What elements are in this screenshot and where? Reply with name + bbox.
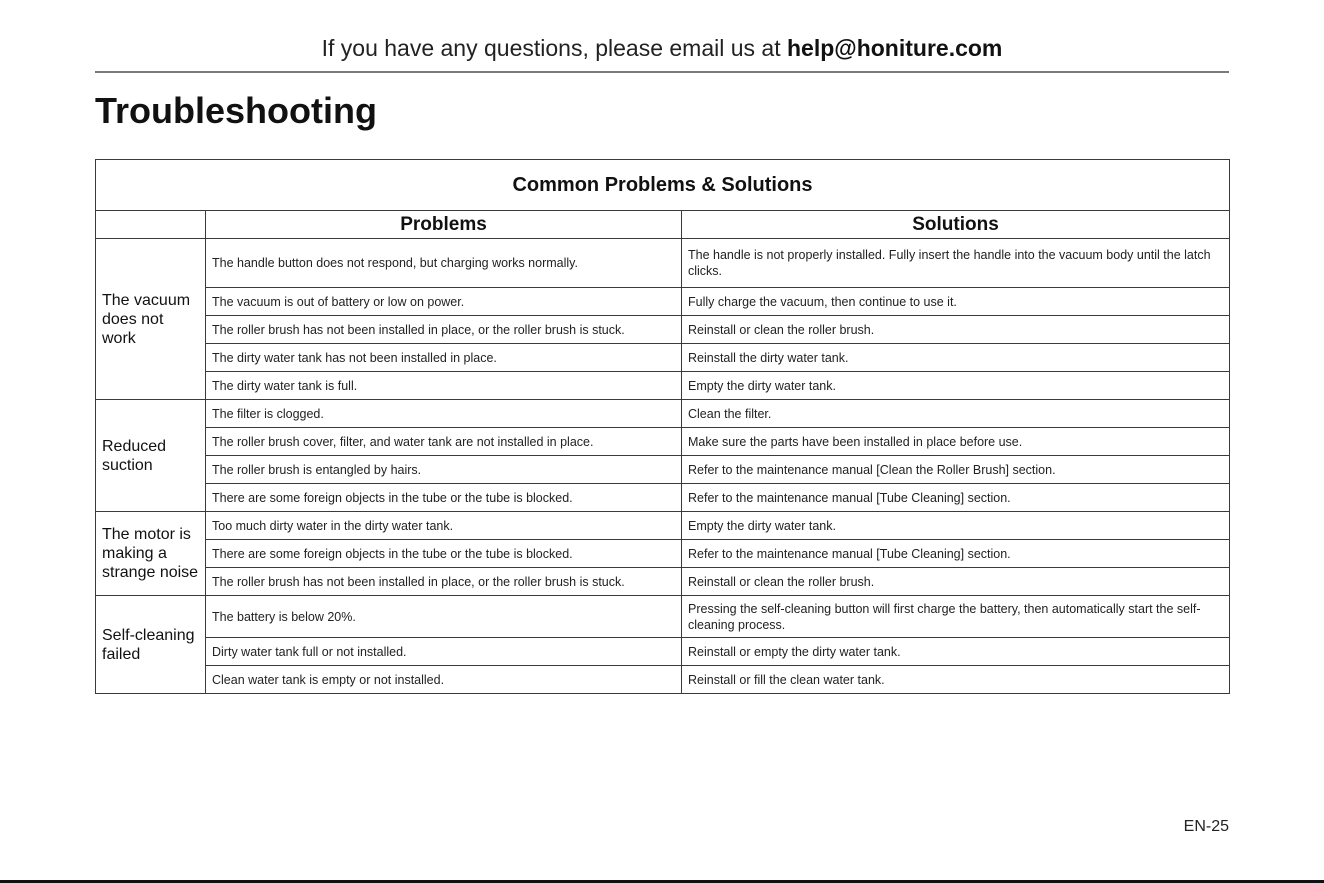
solution-cell: Pressing the self-cleaning button will first charge the battery, then automatically start the self-cleaning process.	[682, 596, 1230, 638]
table-row	[96, 316, 1230, 344]
problem-cell: The roller brush is entangled by hairs.	[206, 456, 682, 484]
solution-cell: Refer to the maintenance manual [Tube Cleaning] section.	[682, 484, 1230, 512]
problem-cell: There are some foreign objects in the tube or the tube is blocked.	[206, 484, 682, 512]
problem-cell: The battery is below 20%.	[206, 596, 682, 638]
table-row	[96, 400, 1230, 428]
solution-cell: Empty the dirty water tank.	[682, 512, 1230, 540]
header-blank-cell	[96, 211, 206, 239]
page-number: EN-25	[1183, 818, 1229, 835]
solution-cell: Reinstall the dirty water tank.	[682, 344, 1230, 372]
table-row	[96, 239, 1230, 288]
table-row	[96, 372, 1230, 400]
contact-email: help@honiture.com	[787, 35, 1003, 61]
table-row	[96, 428, 1230, 456]
solution-cell: Refer to the maintenance manual [Tube Cleaning] section.	[682, 540, 1230, 568]
contact-text: If you have any questions, please email us at	[321, 35, 787, 61]
troubleshooting-table	[95, 159, 1230, 694]
table-row	[96, 638, 1230, 666]
problem-cell: The handle button does not respond, but charging works normally.	[206, 239, 682, 288]
category-cell: The vacuum does not work	[96, 239, 206, 400]
solution-cell: Refer to the maintenance manual [Clean the Roller Brush] section.	[682, 456, 1230, 484]
problem-cell: The dirty water tank is full.	[206, 372, 682, 400]
problem-cell: Clean water tank is empty or not installed.	[206, 666, 682, 694]
solution-cell: Reinstall or clean the roller brush.	[682, 316, 1230, 344]
problem-cell: There are some foreign objects in the tube or the tube is blocked.	[206, 540, 682, 568]
table-row	[96, 484, 1230, 512]
column-header-solutions: Solutions	[682, 211, 1230, 239]
table-row	[96, 568, 1230, 596]
table-row	[96, 666, 1230, 694]
table-caption: Common Problems & Solutions	[96, 160, 1230, 211]
page-title: Troubleshooting	[95, 90, 377, 131]
table-row	[96, 596, 1230, 638]
problem-cell: Dirty water tank full or not installed.	[206, 638, 682, 666]
problem-cell: The roller brush has not been installed in place, or the roller brush is stuck.	[206, 568, 682, 596]
solution-cell: Clean the filter.	[682, 400, 1230, 428]
problem-cell: The roller brush has not been installed in place, or the roller brush is stuck.	[206, 316, 682, 344]
problem-cell: The dirty water tank has not been installed in place.	[206, 344, 682, 372]
category-cell: The motor is making a strange noise	[96, 512, 206, 596]
contact-header	[95, 33, 1229, 63]
solution-cell: Reinstall or clean the roller brush.	[682, 568, 1230, 596]
solution-cell: Fully charge the vacuum, then continue to use it.	[682, 288, 1230, 316]
problem-cell: The roller brush cover, filter, and water tank are not installed in place.	[206, 428, 682, 456]
table-row	[96, 288, 1230, 316]
solution-cell: Make sure the parts have been installed in place before use.	[682, 428, 1230, 456]
table-row	[96, 540, 1230, 568]
table-row	[96, 344, 1230, 372]
problem-cell: The vacuum is out of battery or low on power.	[206, 288, 682, 316]
header-divider	[95, 71, 1229, 73]
problem-cell: The filter is clogged.	[206, 400, 682, 428]
solution-cell: Reinstall or fill the clean water tank.	[682, 666, 1230, 694]
solution-cell: Empty the dirty water tank.	[682, 372, 1230, 400]
problem-cell: Too much dirty water in the dirty water tank.	[206, 512, 682, 540]
table-row	[96, 456, 1230, 484]
category-cell: Reduced suction	[96, 400, 206, 512]
category-cell: Self-cleaning failed	[96, 596, 206, 694]
solution-cell: The handle is not properly installed. Fully insert the handle into the vacuum body until the latch clicks.	[682, 239, 1230, 288]
column-header-problems: Problems	[206, 211, 682, 239]
solution-cell: Reinstall or empty the dirty water tank.	[682, 638, 1230, 666]
table-row	[96, 512, 1230, 540]
